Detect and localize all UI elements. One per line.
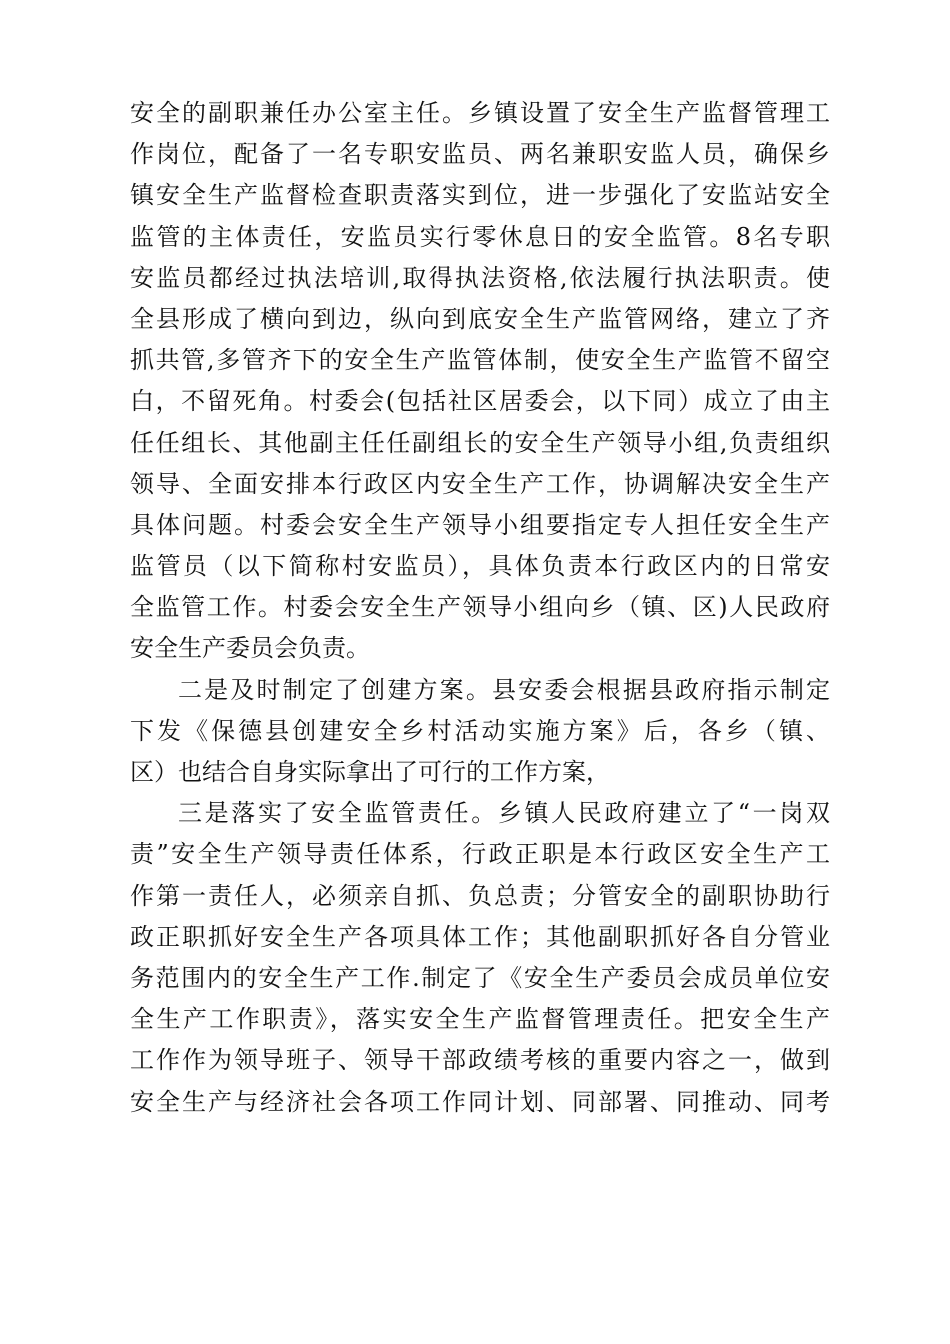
text-line: 任任组长、其他副主任任副组长的安全生产领导小组,负责组织 <box>130 428 830 457</box>
text-line: 安监员都经过执法培训,取得执法资格,依法履行执法职责。使 <box>130 263 830 292</box>
text-line: 二是及时制定了创建方案。县安委会根据县政府指示制定 <box>178 675 830 704</box>
text-line: 监管员（以下简称村安监员），具体负责本行政区内的日常安 <box>130 552 830 581</box>
text-line: 工作作为领导班子、领导干部政绩考核的重要内容之一，做到 <box>130 1046 830 1075</box>
text-line: 领导、全面安排本行政区内安全生产工作，协调解决安全生产 <box>130 469 830 498</box>
text-line: 安全生产与经济社会各项工作同计划、同部署、同推动、同考 <box>130 1087 830 1116</box>
text-line: 安全生产委员会负责。 <box>130 634 370 663</box>
body-text <box>130 93 830 1123</box>
text-line: 白，不留死角。村委会(包括社区居委会，以下同）成立了由主 <box>130 387 830 416</box>
text-line: 区）也结合自身实际拿出了可行的工作方案， <box>130 758 610 786</box>
text-line: 责”安全生产领导责任体系，行政正职是本行政区安全生产工 <box>130 840 830 869</box>
paragraph-3 <box>130 793 830 1123</box>
text-line: 政正职抓好安全生产各项具体工作；其他副职抓好各自分管业 <box>130 922 830 951</box>
text-line: 作岗位，配备了一名专职安监员、两名兼职安监人员，确保乡 <box>130 140 830 169</box>
text-line: 安全的副职兼任办公室主任。乡镇设置了安全生产监督管理工 <box>130 99 830 127</box>
text-line: 作第一责任人，必须亲自抓、负总责；分管安全的副职协助行 <box>130 881 830 910</box>
text-line: 务范围内的安全生产工作.制定了《安全生产委员会成员单位安 <box>130 963 830 992</box>
text-line: 下发《保德县创建安全乡村活动实施方案》后，各乡（镇、 <box>130 716 830 745</box>
text-line: 三是落实了安全监管责任。乡镇人民政府建立了“一岗双 <box>178 799 830 828</box>
text-line: 具体问题。村委会安全生产领导小组要指定专人担任安全生产 <box>130 510 830 539</box>
paragraph-2 <box>130 670 830 794</box>
text-line: 镇安全生产监督检查职责落实到位，进一步强化了安监站安全 <box>130 181 830 210</box>
paragraph-1 <box>130 93 830 670</box>
text-line: 全县形成了横向到边，纵向到底安全生产监管网络，建立了齐 <box>130 304 830 333</box>
text-line: 抓共管,多管齐下的安全生产监管体制，使安全生产监管不留空 <box>130 346 830 375</box>
text-line: 全生产工作职责》，落实安全生产监督管理责任。把安全生产 <box>130 1005 830 1034</box>
text-line: 全监管工作。村委会安全生产领导小组向乡（镇、区)人民政府 <box>130 593 830 622</box>
text-line: 监管的主体责任，安监员实行零休息日的安全监管。8名专职 <box>130 222 830 251</box>
